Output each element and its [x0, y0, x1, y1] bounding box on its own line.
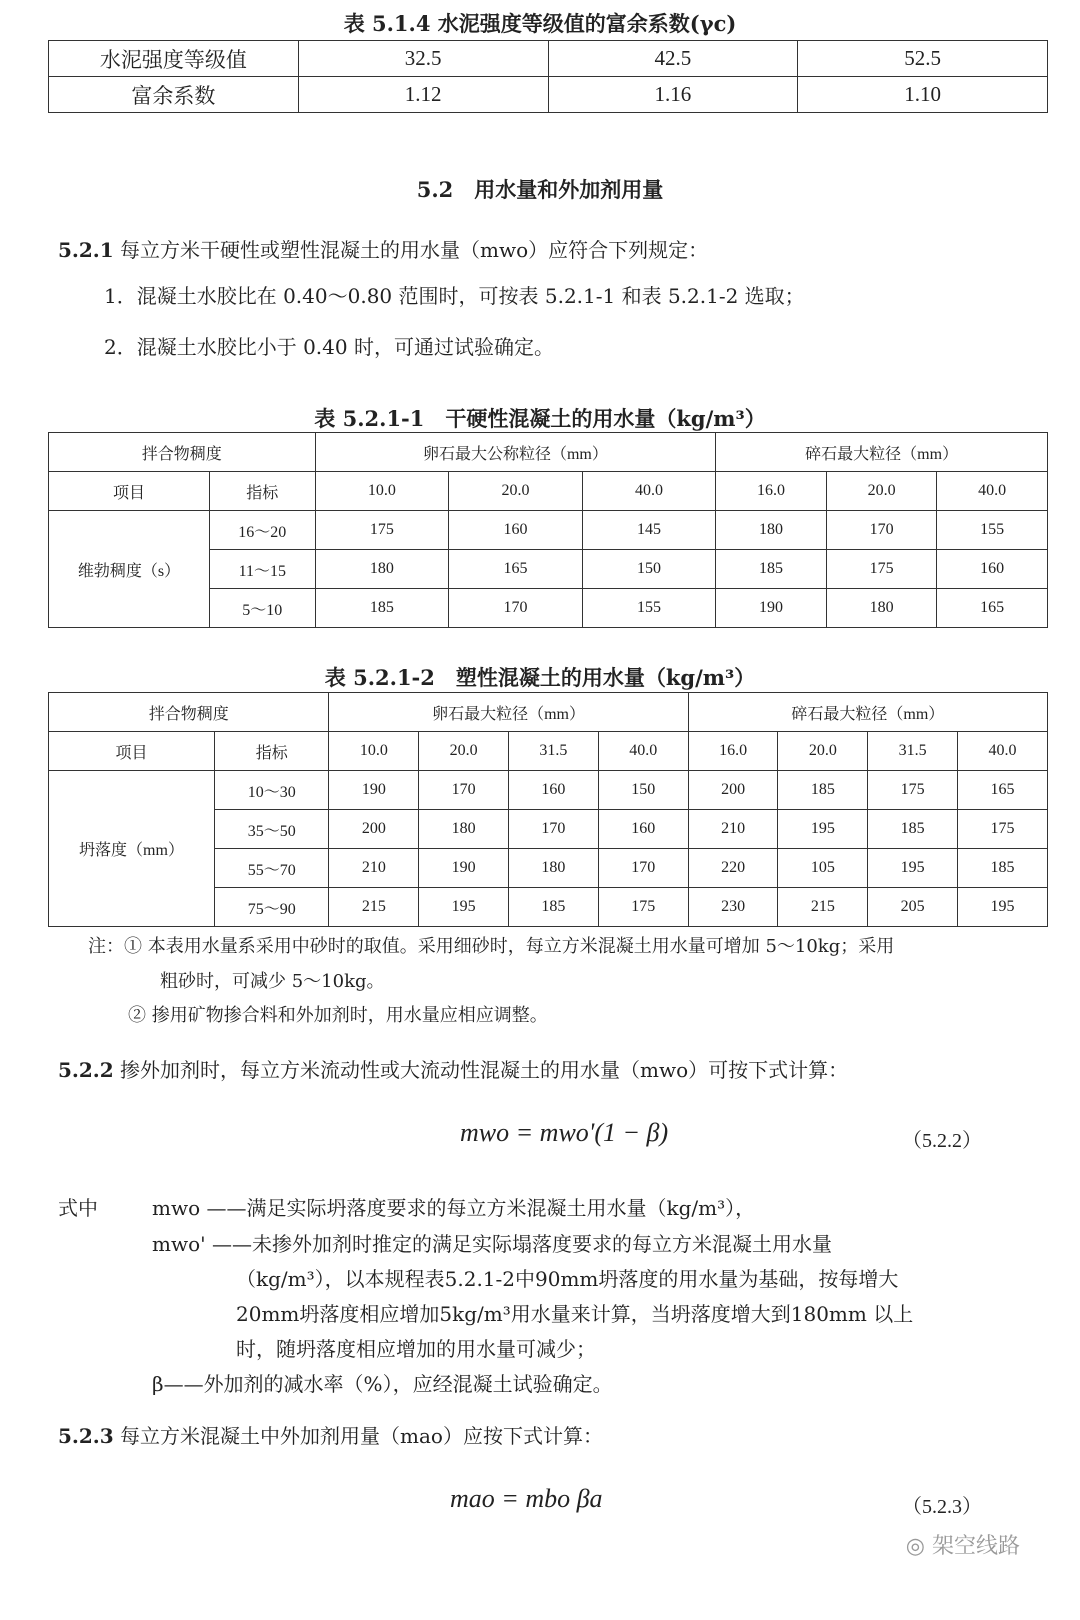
table-cell: 55～70: [215, 849, 329, 888]
note: ② 掺用矿物掺合料和外加剂时，用水量应相应调整。: [128, 1005, 548, 1026]
table-cell: 1.12: [298, 77, 548, 113]
table-cell: 185: [868, 810, 958, 849]
table-5-2-1-2-caption: 表 5.2.1-2 塑性混凝土的用水量（kg/m³）: [324, 665, 756, 690]
table-cell: 20.0: [826, 472, 937, 511]
table-row: [49, 77, 1048, 113]
definition: β——外加剂的减水率（%），应经混凝土试验确定。: [152, 1372, 613, 1396]
note: 粗砂时，可减少 5～10kg。: [160, 971, 385, 992]
table-cell: 160: [509, 771, 599, 810]
table-row: [49, 732, 1048, 771]
table-cell: 185: [716, 550, 827, 589]
table-cell: 175: [315, 511, 449, 550]
table-cell: 155: [582, 589, 716, 628]
definition: mwo ——满足实际坍落度要求的每立方米混凝土用水量（kg/m³），: [152, 1196, 756, 1220]
table-cell: 145: [582, 511, 716, 550]
table-cell: 165: [958, 771, 1048, 810]
table-cell: 卵石最大公称粒径（mm）: [315, 433, 716, 472]
table-cell: 20.0: [449, 472, 583, 511]
clause-number: 5.2.2: [58, 1058, 114, 1082]
table-5-2-1-1: [48, 432, 1048, 628]
table-cell: 项目: [49, 732, 215, 771]
table-cell: 180: [509, 849, 599, 888]
clause-5-2-3: [58, 1420, 603, 1449]
table-cell: 卵石最大粒径（mm）: [329, 693, 688, 732]
table-cell: 16.0: [716, 472, 827, 511]
definition: mwo' ——未掺外加剂时推定的满足实际塌落度要求的每立方米混凝土用水量: [152, 1232, 832, 1256]
table-row: [49, 41, 1048, 77]
table-cell: 195: [419, 888, 509, 927]
table-cell: 11～15: [210, 550, 316, 589]
table-cell: 185: [778, 771, 868, 810]
table-cell: 40.0: [598, 732, 688, 771]
table-cell: 10.0: [315, 472, 449, 511]
table-cell: 项目: [49, 472, 210, 511]
table-cell: 220: [688, 849, 778, 888]
table-row: [49, 693, 1048, 732]
table-cell: 170: [449, 589, 583, 628]
table-cell: 31.5: [509, 732, 599, 771]
table-cell: 175: [826, 550, 937, 589]
where-label: 式中: [58, 1196, 98, 1220]
table-cell: 180: [826, 589, 937, 628]
table-cell: 200: [329, 810, 419, 849]
table-cell: 180: [716, 511, 827, 550]
table-cell: 40.0: [937, 472, 1048, 511]
table-cell: 40.0: [958, 732, 1048, 771]
table-5-1-4: [48, 40, 1048, 113]
table-cell: 5～10: [210, 589, 316, 628]
table-cell: 10～30: [215, 771, 329, 810]
table-5-2-1-1-caption: 表 5.2.1-1 干硬性混凝土的用水量（kg/m³）: [314, 406, 766, 431]
table-cell: 170: [419, 771, 509, 810]
table-cell: 190: [419, 849, 509, 888]
equation-number: （5.2.3）: [902, 1496, 982, 1518]
list-item: 2．混凝土水胶比小于 0.40 时，可通过试验确定。: [104, 335, 554, 359]
table-cell: 碎石最大粒径（mm）: [688, 693, 1047, 732]
table-cell: 指标: [215, 732, 329, 771]
table-cell: 215: [778, 888, 868, 927]
table-cell: 指标: [210, 472, 316, 511]
table-5-2-1-2: [48, 692, 1048, 927]
table-cell: 32.5: [298, 41, 548, 77]
table-cell: 170: [509, 810, 599, 849]
definition: 20mm坍落度相应增加5kg/m³用水量来计算，当坍落度增大到180mm 以上: [236, 1302, 914, 1326]
table-cell: 195: [958, 888, 1048, 927]
table-cell: 185: [509, 888, 599, 927]
clause-5-2-1: [58, 234, 708, 263]
table-cell: 180: [419, 810, 509, 849]
clause-5-2-2: [58, 1054, 848, 1083]
wechat-icon: ◎: [905, 1534, 932, 1559]
table-cell: 160: [598, 810, 688, 849]
table-cell: 20.0: [419, 732, 509, 771]
table-cell: 40.0: [582, 472, 716, 511]
table-cell: 195: [778, 810, 868, 849]
table-cell: 210: [329, 849, 419, 888]
table-cell: 155: [937, 511, 1048, 550]
table-cell: 175: [598, 888, 688, 927]
table-cell: 75～90: [215, 888, 329, 927]
watermark: [906, 1529, 1020, 1560]
table-cell: 16.0: [688, 732, 778, 771]
table-row: [49, 472, 1048, 511]
table-cell: 205: [868, 888, 958, 927]
table-row: [49, 771, 1048, 810]
table-cell: 16～20: [210, 511, 316, 550]
table-5-1-4-caption: 表 5.1.4 水泥强度等级值的富余系数(γc): [343, 11, 737, 36]
table-cell: 35～50: [215, 810, 329, 849]
equation-number: （5.2.2）: [902, 1130, 982, 1152]
table-cell: 200: [688, 771, 778, 810]
table-cell: 水泥强度等级值: [49, 41, 299, 77]
table-row: [49, 511, 1048, 550]
table-cell: 175: [868, 771, 958, 810]
table-cell: 190: [716, 589, 827, 628]
definition: 时，随坍落度相应增加的用水量可减少；: [236, 1337, 596, 1361]
table-cell: 190: [329, 771, 419, 810]
clause-text: 每立方米干硬性或塑性混凝土的用水量（mwo）应符合下列规定：: [120, 238, 709, 262]
table-cell: 170: [826, 511, 937, 550]
table-cell: 230: [688, 888, 778, 927]
table-cell: 富余系数: [49, 77, 299, 113]
formula-5-2-2: mwo = mwo'(1 − β): [460, 1118, 669, 1147]
table-cell: 31.5: [868, 732, 958, 771]
watermark-text: 架空线路: [931, 1534, 1020, 1559]
table-cell: 105: [778, 849, 868, 888]
section-heading: 5.2 用水量和外加剂用量: [416, 177, 664, 202]
table-cell: 维勃稠度（s）: [49, 511, 210, 628]
clause-text: 每立方米混凝土中外加剂用量（mao）应按下式计算：: [120, 1424, 603, 1448]
formula-5-2-3: mao = mbo βa: [450, 1484, 603, 1513]
table-cell: 20.0: [778, 732, 868, 771]
table-cell: 150: [598, 771, 688, 810]
definition: （kg/m³），以本规程表5.2.1-2中90mm坍落度的用水量为基础，按每增大: [236, 1267, 899, 1291]
table-cell: 195: [868, 849, 958, 888]
table-cell: 拌合物稠度: [49, 433, 316, 472]
clause-number: 5.2.1: [58, 238, 114, 262]
table-cell: 215: [329, 888, 419, 927]
table-cell: 165: [449, 550, 583, 589]
clause-text: 掺外加剂时，每立方米流动性或大流动性混凝土的用水量（mwo）可按下式计算：: [120, 1058, 849, 1082]
table-cell: 185: [315, 589, 449, 628]
table-cell: 170: [598, 849, 688, 888]
table-cell: 42.5: [548, 41, 798, 77]
table-cell: 10.0: [329, 732, 419, 771]
note: 注：① 本表用水量系采用中砂时的取值。采用细砂时，每立方米混凝土用水量可增加 5～10kg；采用: [88, 936, 895, 957]
table-cell: 150: [582, 550, 716, 589]
table-cell: 坍落度（mm）: [49, 771, 215, 927]
clause-number: 5.2.3: [58, 1424, 114, 1448]
table-row: [49, 433, 1048, 472]
table-cell: 175: [958, 810, 1048, 849]
table-cell: 1.10: [798, 77, 1048, 113]
table-cell: 碎石最大粒径（mm）: [716, 433, 1048, 472]
table-cell: 180: [315, 550, 449, 589]
table-cell: 52.5: [798, 41, 1048, 77]
table-cell: 165: [937, 589, 1048, 628]
table-cell: 拌合物稠度: [49, 693, 329, 732]
table-cell: 160: [449, 511, 583, 550]
table-cell: 1.16: [548, 77, 798, 113]
table-cell: 160: [937, 550, 1048, 589]
list-item: 1．混凝土水胶比在 0.40～0.80 范围时，可按表 5.2.1-1 和表 5.2.1-2 选取；: [104, 284, 805, 308]
table-cell: 185: [958, 849, 1048, 888]
table-cell: 210: [688, 810, 778, 849]
